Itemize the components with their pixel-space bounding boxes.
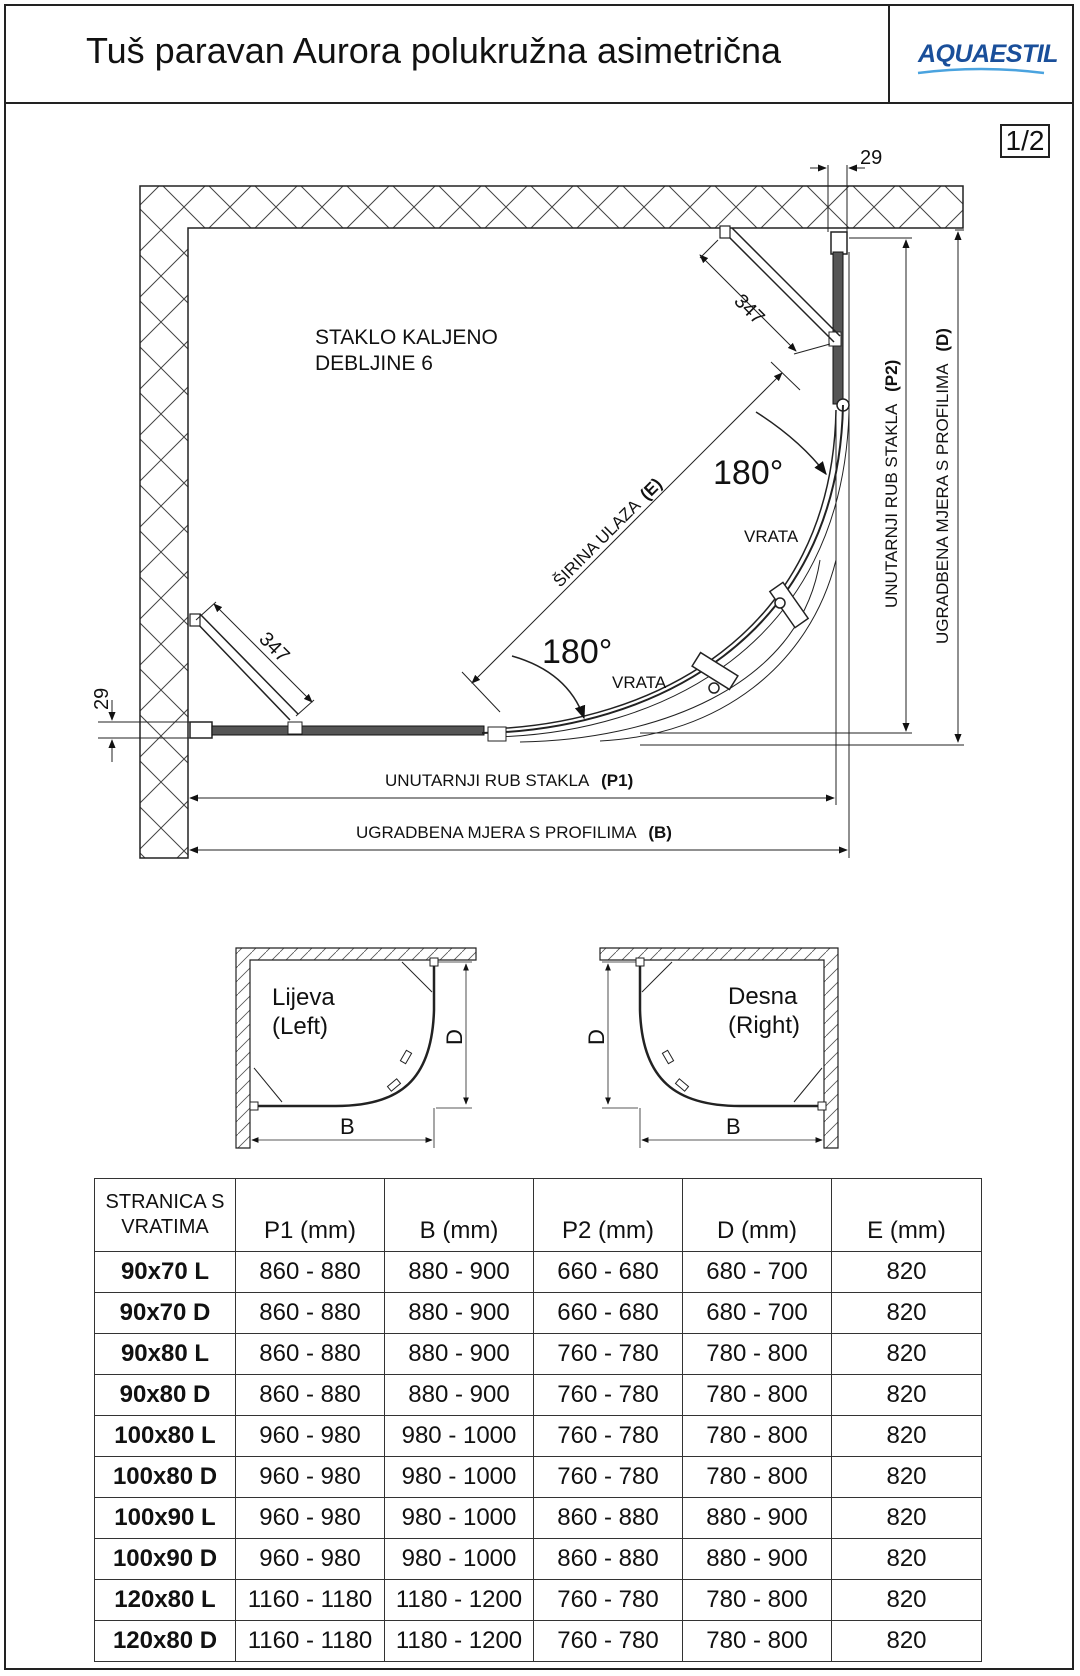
table-cell: 880 - 900 xyxy=(385,1334,534,1375)
variant-right-dim-d: D xyxy=(584,1029,609,1045)
table-cell: 680 - 700 xyxy=(683,1293,832,1334)
b-code: (B) xyxy=(648,823,672,842)
b-text: UGRADBENA MJERA S PROFILIMA xyxy=(356,823,636,842)
table-cell-side: 100x90 L xyxy=(95,1498,236,1539)
table-cell: 1180 - 1200 xyxy=(385,1580,534,1621)
table-header-e: E (mm) xyxy=(832,1179,982,1252)
table-header-b: B (mm) xyxy=(385,1179,534,1252)
table-cell: 780 - 800 xyxy=(683,1334,832,1375)
table-cell: 820 xyxy=(832,1252,982,1293)
table-cell: 860 - 880 xyxy=(236,1293,385,1334)
table-header-side-line1: STRANICA S xyxy=(105,1191,225,1213)
dim-347-top xyxy=(700,240,830,354)
table-cell: 980 - 1000 xyxy=(385,1539,534,1580)
variant-left-line2: (Left) xyxy=(272,1013,329,1040)
table-header-row xyxy=(95,1179,982,1252)
table-cell: 1160 - 1180 xyxy=(236,1621,385,1662)
page-title: Tuš paravan Aurora polukružna asimetrična xyxy=(86,30,782,71)
table-header-p2: P2 (mm) xyxy=(534,1179,683,1252)
table-cell: 1180 - 1200 xyxy=(385,1621,534,1662)
p2-code: (P2) xyxy=(882,359,901,392)
bottom-fixed-panel xyxy=(190,722,484,738)
table-row xyxy=(95,1539,982,1580)
table-cell: 960 - 980 xyxy=(236,1416,385,1457)
table-cell: 980 - 1000 xyxy=(385,1498,534,1539)
dimensions-table xyxy=(94,1178,982,1662)
variant-right-line1: Desna xyxy=(728,983,798,1010)
table-cell: 980 - 1000 xyxy=(385,1457,534,1498)
table-row xyxy=(95,1416,982,1457)
d-text: UGRADBENA MJERA S PROFILIMA xyxy=(933,364,952,644)
table-cell-side: 90x80 L xyxy=(95,1334,236,1375)
table-cell: 760 - 780 xyxy=(534,1375,683,1416)
table-cell: 860 - 880 xyxy=(236,1252,385,1293)
variant-right-line2: (Right) xyxy=(728,1012,801,1039)
table-cell: 880 - 900 xyxy=(385,1375,534,1416)
table-cell: 880 - 900 xyxy=(683,1539,832,1580)
d-label xyxy=(933,328,952,644)
p1-text: UNUTARNJI RUB STAKLA xyxy=(385,771,589,790)
table-cell: 760 - 780 xyxy=(534,1334,683,1375)
dim-347-left xyxy=(196,602,314,716)
table-row xyxy=(95,1498,982,1539)
entry-width-text: ŠIRINA ULAZA xyxy=(549,496,644,591)
table-cell: 860 - 880 xyxy=(236,1375,385,1416)
table-header-side xyxy=(95,1179,236,1252)
p2-label xyxy=(882,360,901,608)
table-cell: 660 - 680 xyxy=(534,1252,683,1293)
table-row xyxy=(95,1621,982,1662)
table-cell: 820 xyxy=(832,1416,982,1457)
variant-right xyxy=(584,948,838,1148)
table-cell: 660 - 680 xyxy=(534,1293,683,1334)
table-cell-side: 90x70 L xyxy=(95,1252,236,1293)
variant-left-dim-b: B xyxy=(340,1114,355,1139)
table-body xyxy=(95,1252,982,1662)
table-cell: 1160 - 1180 xyxy=(236,1580,385,1621)
table-cell: 860 - 880 xyxy=(534,1498,683,1539)
d-code: (D) xyxy=(933,328,952,352)
table-row xyxy=(95,1375,982,1416)
table-cell: 820 xyxy=(832,1580,982,1621)
door-label-upper: VRATA xyxy=(744,527,799,546)
table-cell-side: 90x70 D xyxy=(95,1293,236,1334)
right-fixed-panel xyxy=(829,232,849,411)
table-row xyxy=(95,1580,982,1621)
table-cell: 760 - 780 xyxy=(534,1457,683,1498)
glass-note-line1: STAKLO KALJENO xyxy=(315,326,498,349)
table-cell: 820 xyxy=(832,1498,982,1539)
table-cell: 820 xyxy=(832,1293,982,1334)
table-cell: 820 xyxy=(832,1621,982,1662)
page-number: 1/2 xyxy=(1000,124,1050,158)
table-row xyxy=(95,1293,982,1334)
table-cell: 880 - 900 xyxy=(385,1252,534,1293)
table-cell: 760 - 780 xyxy=(534,1416,683,1457)
table-row xyxy=(95,1334,982,1375)
entry-width-code: (E) xyxy=(636,474,666,504)
table-cell: 860 - 880 xyxy=(534,1539,683,1580)
table-cell: 860 - 880 xyxy=(236,1334,385,1375)
glass-note-line2: DEBLJINE 6 xyxy=(315,352,433,375)
dim-347-left-label: 347 xyxy=(254,627,294,668)
brand-logo: AQUAESTIL xyxy=(918,40,1058,68)
table-cell: 680 - 700 xyxy=(683,1252,832,1293)
dim-29-top-label: 29 xyxy=(860,147,883,169)
variant-left-line1: Lijeva xyxy=(272,984,335,1011)
p1-code: (P1) xyxy=(601,771,634,790)
p1-label xyxy=(385,771,633,790)
variant-left-dim-d: D xyxy=(442,1029,467,1045)
entry-width-label xyxy=(549,474,665,590)
table-cell-side: 90x80 D xyxy=(95,1375,236,1416)
table-cell: 820 xyxy=(832,1334,982,1375)
dim-347-top-label: 347 xyxy=(729,289,769,330)
table-cell: 760 - 780 xyxy=(534,1580,683,1621)
table-cell-side: 120x80 L xyxy=(95,1580,236,1621)
table-cell-side: 120x80 D xyxy=(95,1621,236,1662)
table-header-d: D (mm) xyxy=(683,1179,832,1252)
table-row xyxy=(95,1252,982,1293)
variant-left xyxy=(236,948,476,1148)
table-cell: 820 xyxy=(832,1539,982,1580)
table-cell-side: 100x80 L xyxy=(95,1416,236,1457)
b-label xyxy=(356,823,672,842)
table-cell: 780 - 800 xyxy=(683,1457,832,1498)
table-cell: 960 - 980 xyxy=(236,1539,385,1580)
table-cell: 820 xyxy=(832,1375,982,1416)
table-cell: 880 - 900 xyxy=(683,1498,832,1539)
table-cell: 780 - 800 xyxy=(683,1375,832,1416)
angle-lower: 180° xyxy=(542,633,613,671)
door-label-lower: VRATA xyxy=(612,673,667,692)
table-cell: 760 - 780 xyxy=(534,1621,683,1662)
variant-right-dim-b: B xyxy=(726,1114,741,1139)
table-cell: 960 - 980 xyxy=(236,1498,385,1539)
table-cell: 780 - 800 xyxy=(683,1416,832,1457)
door-handles xyxy=(692,582,808,693)
table-cell: 980 - 1000 xyxy=(385,1416,534,1457)
main-plan xyxy=(91,147,964,858)
table-header-side-line2: VRATIMA xyxy=(121,1216,209,1238)
table-header-p1: P1 (mm) xyxy=(236,1179,385,1252)
table-cell: 880 - 900 xyxy=(385,1293,534,1334)
dim-d xyxy=(640,230,964,745)
table-cell: 960 - 980 xyxy=(236,1457,385,1498)
table-cell-side: 100x90 D xyxy=(95,1539,236,1580)
table-cell: 780 - 800 xyxy=(683,1580,832,1621)
table-cell: 780 - 800 xyxy=(683,1621,832,1662)
table-cell: 820 xyxy=(832,1457,982,1498)
dim-29-left-label: 29 xyxy=(91,687,113,710)
angle-upper: 180° xyxy=(713,454,784,492)
dim-b xyxy=(190,252,849,858)
table-row xyxy=(95,1457,982,1498)
table-cell-side: 100x80 D xyxy=(95,1457,236,1498)
p2-text: UNUTARNJI RUB STAKLA xyxy=(882,404,901,608)
